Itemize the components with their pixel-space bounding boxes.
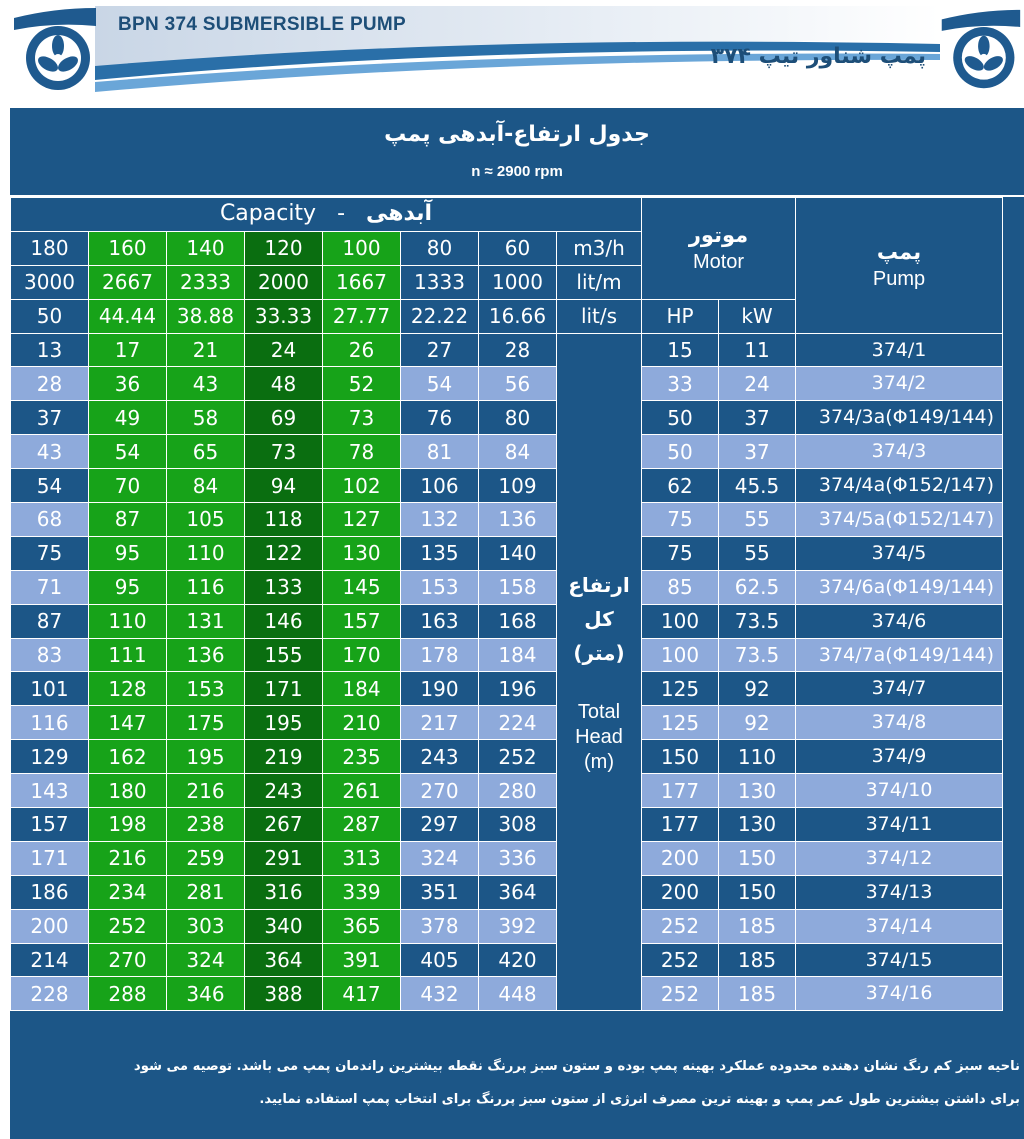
flow-cell: 1667 xyxy=(323,265,401,299)
flow-cell: 140 xyxy=(167,231,245,265)
hp-value-cell: 125 xyxy=(642,672,719,706)
hp-value-cell: 50 xyxy=(642,435,719,469)
head-value-cell: 195 xyxy=(245,706,323,740)
pump-model-cell: 374/10 xyxy=(796,774,1003,808)
head-value-cell: 336 xyxy=(479,841,557,875)
head-value-cell: 228 xyxy=(11,977,89,1011)
table-row xyxy=(11,706,1003,740)
table-row xyxy=(11,638,1003,672)
table-row xyxy=(11,808,1003,842)
hp-value-cell: 252 xyxy=(642,977,719,1011)
flow-cell: 1000 xyxy=(479,265,557,299)
head-value-cell: 116 xyxy=(11,706,89,740)
hp-value-cell: 62 xyxy=(642,469,719,503)
pump-model-cell: 374/3a(Φ149/144) xyxy=(796,401,1003,435)
hp-value-cell: 177 xyxy=(642,774,719,808)
head-value-cell: 291 xyxy=(245,841,323,875)
capacity-separator: - xyxy=(337,201,346,227)
flow-cell: 27.77 xyxy=(323,299,401,333)
pump-model-cell: 374/6 xyxy=(796,604,1003,638)
kw-value-cell: 185 xyxy=(719,977,796,1011)
head-value-cell: 131 xyxy=(167,604,245,638)
head-value-cell: 267 xyxy=(245,808,323,842)
flow-cell: 80 xyxy=(401,231,479,265)
pump-model-cell: 374/5 xyxy=(796,536,1003,570)
pump-model-cell: 374/12 xyxy=(796,841,1003,875)
head-value-cell: 364 xyxy=(479,875,557,909)
head-value-cell: 153 xyxy=(167,672,245,706)
head-value-cell: 157 xyxy=(323,604,401,638)
motor-label-en: Motor xyxy=(692,250,745,273)
table-row xyxy=(11,435,1003,469)
head-value-cell: 365 xyxy=(323,909,401,943)
head-value-cell: 163 xyxy=(401,604,479,638)
flow-cell: 50 xyxy=(11,299,89,333)
header-title-fa: پمپ شناور تیپ ۳۷۴ xyxy=(710,44,926,69)
head-value-cell: 219 xyxy=(245,740,323,774)
head-value-cell: 270 xyxy=(89,943,167,977)
kw-header: kW xyxy=(719,299,796,333)
head-value-cell: 43 xyxy=(11,435,89,469)
head-value-cell: 346 xyxy=(167,977,245,1011)
table-row xyxy=(11,774,1003,808)
head-value-cell: 54 xyxy=(89,435,167,469)
head-capacity-table xyxy=(10,197,1003,1011)
pump-model-cell: 374/7a(Φ149/144) xyxy=(796,638,1003,672)
head-value-cell: 313 xyxy=(323,841,401,875)
pump-label-en: Pump xyxy=(872,267,926,290)
head-value-cell: 308 xyxy=(479,808,557,842)
head-value-cell: 234 xyxy=(89,875,167,909)
table-frame xyxy=(10,108,1024,1139)
head-value-cell: 65 xyxy=(167,435,245,469)
hp-value-cell: 200 xyxy=(642,841,719,875)
head-value-cell: 200 xyxy=(11,909,89,943)
head-value-cell: 171 xyxy=(11,841,89,875)
head-value-cell: 102 xyxy=(323,469,401,503)
head-value-cell: 340 xyxy=(245,909,323,943)
flow-cell: 33.33 xyxy=(245,299,323,333)
head-value-cell: 133 xyxy=(245,570,323,604)
kw-value-cell: 110 xyxy=(719,740,796,774)
kw-value-cell: 185 xyxy=(719,909,796,943)
head-value-cell: 58 xyxy=(167,401,245,435)
head-value-cell: 364 xyxy=(245,943,323,977)
flow-cell: 2000 xyxy=(245,265,323,299)
kw-value-cell: 150 xyxy=(719,875,796,909)
flow-cell: 160 xyxy=(89,231,167,265)
head-value-cell: 37 xyxy=(11,401,89,435)
head-value-cell: 235 xyxy=(323,740,401,774)
head-value-cell: 95 xyxy=(89,536,167,570)
table-row xyxy=(11,536,1003,570)
table-row xyxy=(11,943,1003,977)
head-value-cell: 110 xyxy=(167,536,245,570)
head-value-cell: 378 xyxy=(401,909,479,943)
hp-value-cell: 100 xyxy=(642,604,719,638)
flow-cell: 2333 xyxy=(167,265,245,299)
head-value-cell: 186 xyxy=(11,875,89,909)
head-value-cell: 391 xyxy=(323,943,401,977)
flow-cell: 100 xyxy=(323,231,401,265)
hp-value-cell: 177 xyxy=(642,808,719,842)
head-value-cell: 135 xyxy=(401,536,479,570)
head-value-cell: 153 xyxy=(401,570,479,604)
head-value-cell: 21 xyxy=(167,333,245,367)
head-value-cell: 49 xyxy=(89,401,167,435)
hp-value-cell: 50 xyxy=(642,401,719,435)
head-value-cell: 281 xyxy=(167,875,245,909)
head-value-cell: 392 xyxy=(479,909,557,943)
hp-value-cell: 150 xyxy=(642,740,719,774)
head-value-cell: 129 xyxy=(11,740,89,774)
table-row xyxy=(11,875,1003,909)
flow-cell: 180 xyxy=(11,231,89,265)
pump-model-cell: 374/11 xyxy=(796,808,1003,842)
head-value-cell: 122 xyxy=(245,536,323,570)
table-row xyxy=(11,469,1003,503)
table-row xyxy=(11,570,1003,604)
head-value-cell: 297 xyxy=(401,808,479,842)
motor-label-fa: موتور xyxy=(688,222,749,247)
flow-cell: 44.44 xyxy=(89,299,167,333)
head-value-cell: 270 xyxy=(401,774,479,808)
hp-value-cell: 15 xyxy=(642,333,719,367)
table-row xyxy=(11,604,1003,638)
hp-value-cell: 252 xyxy=(642,943,719,977)
pump-model-cell: 374/13 xyxy=(796,875,1003,909)
pump-model-cell: 374/5a(Φ152/147) xyxy=(796,503,1003,537)
kw-value-cell: 150 xyxy=(719,841,796,875)
table-row xyxy=(11,401,1003,435)
head-value-cell: 432 xyxy=(401,977,479,1011)
flow-cell: 1333 xyxy=(401,265,479,299)
hp-value-cell: 125 xyxy=(642,706,719,740)
head-value-cell: 157 xyxy=(11,808,89,842)
unit-label: lit/m xyxy=(557,265,642,299)
head-value-cell: 405 xyxy=(401,943,479,977)
head-value-cell: 146 xyxy=(245,604,323,638)
head-value-cell: 71 xyxy=(11,570,89,604)
head-value-cell: 78 xyxy=(323,435,401,469)
kw-value-cell: 73.5 xyxy=(719,604,796,638)
flow-cell: 120 xyxy=(245,231,323,265)
head-value-cell: 316 xyxy=(245,875,323,909)
capacity-label-fa: آبدهی xyxy=(366,201,433,227)
head-value-cell: 178 xyxy=(401,638,479,672)
head-value-cell: 52 xyxy=(323,367,401,401)
head-value-cell: 243 xyxy=(245,774,323,808)
head-value-cell: 24 xyxy=(245,333,323,367)
pump-model-cell: 374/1 xyxy=(796,333,1003,367)
head-value-cell: 145 xyxy=(323,570,401,604)
head-value-cell: 162 xyxy=(89,740,167,774)
head-value-cell: 155 xyxy=(245,638,323,672)
head-value-cell: 136 xyxy=(167,638,245,672)
head-value-cell: 210 xyxy=(323,706,401,740)
head-label-line: Head xyxy=(575,726,623,749)
kw-value-cell: 55 xyxy=(719,503,796,537)
head-value-cell: 252 xyxy=(89,909,167,943)
head-value-cell: 238 xyxy=(167,808,245,842)
head-value-cell: 339 xyxy=(323,875,401,909)
table-row xyxy=(11,333,1003,367)
table-row xyxy=(11,977,1003,1011)
head-value-cell: 196 xyxy=(479,672,557,706)
head-value-cell: 132 xyxy=(401,503,479,537)
head-value-cell: 168 xyxy=(479,604,557,638)
pump-model-cell: 374/16 xyxy=(796,977,1003,1011)
footnote-line: ناحیه سبز کم رنگ نشان دهنده محدوده عملکرد بهینه پمپ بوده و ستون سبز پررنگ نقطه بیشترین راندمان پمپ می باشد. توصیه می شود xyxy=(133,1059,1020,1074)
motor-header xyxy=(642,198,796,300)
capacity-header xyxy=(11,198,642,232)
head-value-cell: 136 xyxy=(479,503,557,537)
pump-model-cell: 374/8 xyxy=(796,706,1003,740)
head-value-cell: 217 xyxy=(401,706,479,740)
fan-logo-icon xyxy=(936,4,1024,96)
flow-cell: 38.88 xyxy=(167,299,245,333)
head-value-cell: 80 xyxy=(479,401,557,435)
head-value-cell: 84 xyxy=(167,469,245,503)
head-value-cell: 73 xyxy=(323,401,401,435)
head-value-cell: 48 xyxy=(245,367,323,401)
head-value-cell: 27 xyxy=(401,333,479,367)
kw-value-cell: 37 xyxy=(719,435,796,469)
head-value-cell: 94 xyxy=(245,469,323,503)
head-value-cell: 180 xyxy=(89,774,167,808)
head-value-cell: 324 xyxy=(401,841,479,875)
hp-header: HP xyxy=(642,299,719,333)
head-value-cell: 111 xyxy=(89,638,167,672)
head-value-cell: 26 xyxy=(323,333,401,367)
head-value-cell: 83 xyxy=(11,638,89,672)
capacity-label-en: Capacity xyxy=(219,201,317,227)
head-value-cell: 259 xyxy=(167,841,245,875)
fan-logo-icon xyxy=(8,4,100,96)
head-value-cell: 190 xyxy=(401,672,479,706)
table-row xyxy=(11,503,1003,537)
pump-model-cell: 374/15 xyxy=(796,943,1003,977)
kw-value-cell: 45.5 xyxy=(719,469,796,503)
flow-cell: 22.22 xyxy=(401,299,479,333)
head-value-cell: 109 xyxy=(479,469,557,503)
table-row xyxy=(11,909,1003,943)
flow-cell: 60 xyxy=(479,231,557,265)
head-value-cell: 101 xyxy=(11,672,89,706)
flow-cell: 16.66 xyxy=(479,299,557,333)
head-value-cell: 147 xyxy=(89,706,167,740)
page-header xyxy=(0,0,1024,100)
hp-value-cell: 75 xyxy=(642,536,719,570)
hp-value-cell: 100 xyxy=(642,638,719,672)
head-value-cell: 280 xyxy=(479,774,557,808)
kw-value-cell: 130 xyxy=(719,774,796,808)
head-value-cell: 81 xyxy=(401,435,479,469)
header-title-en: BPN 374 SUBMERSIBLE PUMP xyxy=(118,14,407,35)
head-value-cell: 116 xyxy=(167,570,245,604)
head-value-cell: 84 xyxy=(479,435,557,469)
head-value-cell: 143 xyxy=(11,774,89,808)
hp-value-cell: 33 xyxy=(642,367,719,401)
pump-header xyxy=(796,198,1003,334)
hp-value-cell: 85 xyxy=(642,570,719,604)
kw-value-cell: 92 xyxy=(719,706,796,740)
table-title: جدول ارتفاع-آبدهی پمپ xyxy=(384,122,650,147)
head-value-cell: 54 xyxy=(11,469,89,503)
table-row xyxy=(11,841,1003,875)
head-label-line: (m) xyxy=(584,751,614,774)
footnote xyxy=(30,1050,1020,1116)
head-value-cell: 105 xyxy=(167,503,245,537)
head-value-cell: 184 xyxy=(323,672,401,706)
head-value-cell: 288 xyxy=(89,977,167,1011)
head-value-cell: 184 xyxy=(479,638,557,672)
capacity-header-row xyxy=(11,198,1003,232)
head-value-cell: 324 xyxy=(167,943,245,977)
flow-cell: 3000 xyxy=(11,265,89,299)
kw-value-cell: 24 xyxy=(719,367,796,401)
head-label-line: کل xyxy=(584,607,614,632)
rpm-label: n ≈ 2900 rpm xyxy=(471,163,563,180)
head-value-cell: 106 xyxy=(401,469,479,503)
head-value-cell: 243 xyxy=(401,740,479,774)
head-value-cell: 170 xyxy=(323,638,401,672)
unit-label: m3/h xyxy=(557,231,642,265)
pump-model-cell: 374/2 xyxy=(796,367,1003,401)
hp-value-cell: 252 xyxy=(642,909,719,943)
head-value-cell: 287 xyxy=(323,808,401,842)
total-head-label xyxy=(557,333,642,1011)
head-value-cell: 118 xyxy=(245,503,323,537)
head-label-line: ارتفاع xyxy=(568,573,630,598)
head-value-cell: 140 xyxy=(479,536,557,570)
head-value-cell: 110 xyxy=(89,604,167,638)
head-value-cell: 158 xyxy=(479,570,557,604)
head-value-cell: 36 xyxy=(89,367,167,401)
head-value-cell: 87 xyxy=(89,503,167,537)
head-value-cell: 13 xyxy=(11,333,89,367)
pump-label-fa: پمپ xyxy=(876,239,922,264)
head-value-cell: 128 xyxy=(89,672,167,706)
head-value-cell: 56 xyxy=(479,367,557,401)
table-row xyxy=(11,740,1003,774)
head-value-cell: 68 xyxy=(11,503,89,537)
head-value-cell: 388 xyxy=(245,977,323,1011)
head-value-cell: 417 xyxy=(323,977,401,1011)
kw-value-cell: 185 xyxy=(719,943,796,977)
kw-value-cell: 92 xyxy=(719,672,796,706)
kw-value-cell: 55 xyxy=(719,536,796,570)
table-row xyxy=(11,672,1003,706)
head-value-cell: 87 xyxy=(11,604,89,638)
head-value-cell: 171 xyxy=(245,672,323,706)
pump-model-cell: 374/14 xyxy=(796,909,1003,943)
head-value-cell: 224 xyxy=(479,706,557,740)
head-value-cell: 69 xyxy=(245,401,323,435)
head-value-cell: 95 xyxy=(89,570,167,604)
head-value-cell: 28 xyxy=(11,367,89,401)
head-value-cell: 261 xyxy=(323,774,401,808)
hp-value-cell: 75 xyxy=(642,503,719,537)
head-value-cell: 252 xyxy=(479,740,557,774)
head-value-cell: 28 xyxy=(479,333,557,367)
footnote-line: برای داشتن بیشترین طول عمر پمپ و بهینه ترین مصرف انرژی از ستون سبز پررنگ برای انتخاب پمپ استفاده نمایید. xyxy=(259,1092,1020,1107)
head-value-cell: 127 xyxy=(323,503,401,537)
head-value-cell: 130 xyxy=(323,536,401,570)
pump-model-cell: 374/7 xyxy=(796,672,1003,706)
head-value-cell: 198 xyxy=(89,808,167,842)
kw-value-cell: 37 xyxy=(719,401,796,435)
head-value-cell: 214 xyxy=(11,943,89,977)
head-value-cell: 420 xyxy=(479,943,557,977)
head-value-cell: 43 xyxy=(167,367,245,401)
head-value-cell: 73 xyxy=(245,435,323,469)
head-value-cell: 70 xyxy=(89,469,167,503)
head-value-cell: 75 xyxy=(11,536,89,570)
kw-value-cell: 62.5 xyxy=(719,570,796,604)
head-value-cell: 76 xyxy=(401,401,479,435)
kw-value-cell: 11 xyxy=(719,333,796,367)
table-row xyxy=(11,367,1003,401)
pump-model-cell: 374/6a(Φ149/144) xyxy=(796,570,1003,604)
hp-value-cell: 200 xyxy=(642,875,719,909)
head-value-cell: 17 xyxy=(89,333,167,367)
pump-model-cell: 374/3 xyxy=(796,435,1003,469)
head-value-cell: 195 xyxy=(167,740,245,774)
head-value-cell: 54 xyxy=(401,367,479,401)
pump-model-cell: 374/4a(Φ152/147) xyxy=(796,469,1003,503)
head-value-cell: 303 xyxy=(167,909,245,943)
head-value-cell: 175 xyxy=(167,706,245,740)
head-value-cell: 448 xyxy=(479,977,557,1011)
pump-model-cell: 374/9 xyxy=(796,740,1003,774)
flow-cell: 2667 xyxy=(89,265,167,299)
head-label-line: (متر) xyxy=(573,641,625,666)
head-value-cell: 351 xyxy=(401,875,479,909)
head-label-line: Total xyxy=(577,701,621,724)
kw-value-cell: 130 xyxy=(719,808,796,842)
head-value-cell: 216 xyxy=(167,774,245,808)
unit-label: lit/s xyxy=(557,299,642,333)
kw-value-cell: 73.5 xyxy=(719,638,796,672)
head-value-cell: 216 xyxy=(89,841,167,875)
